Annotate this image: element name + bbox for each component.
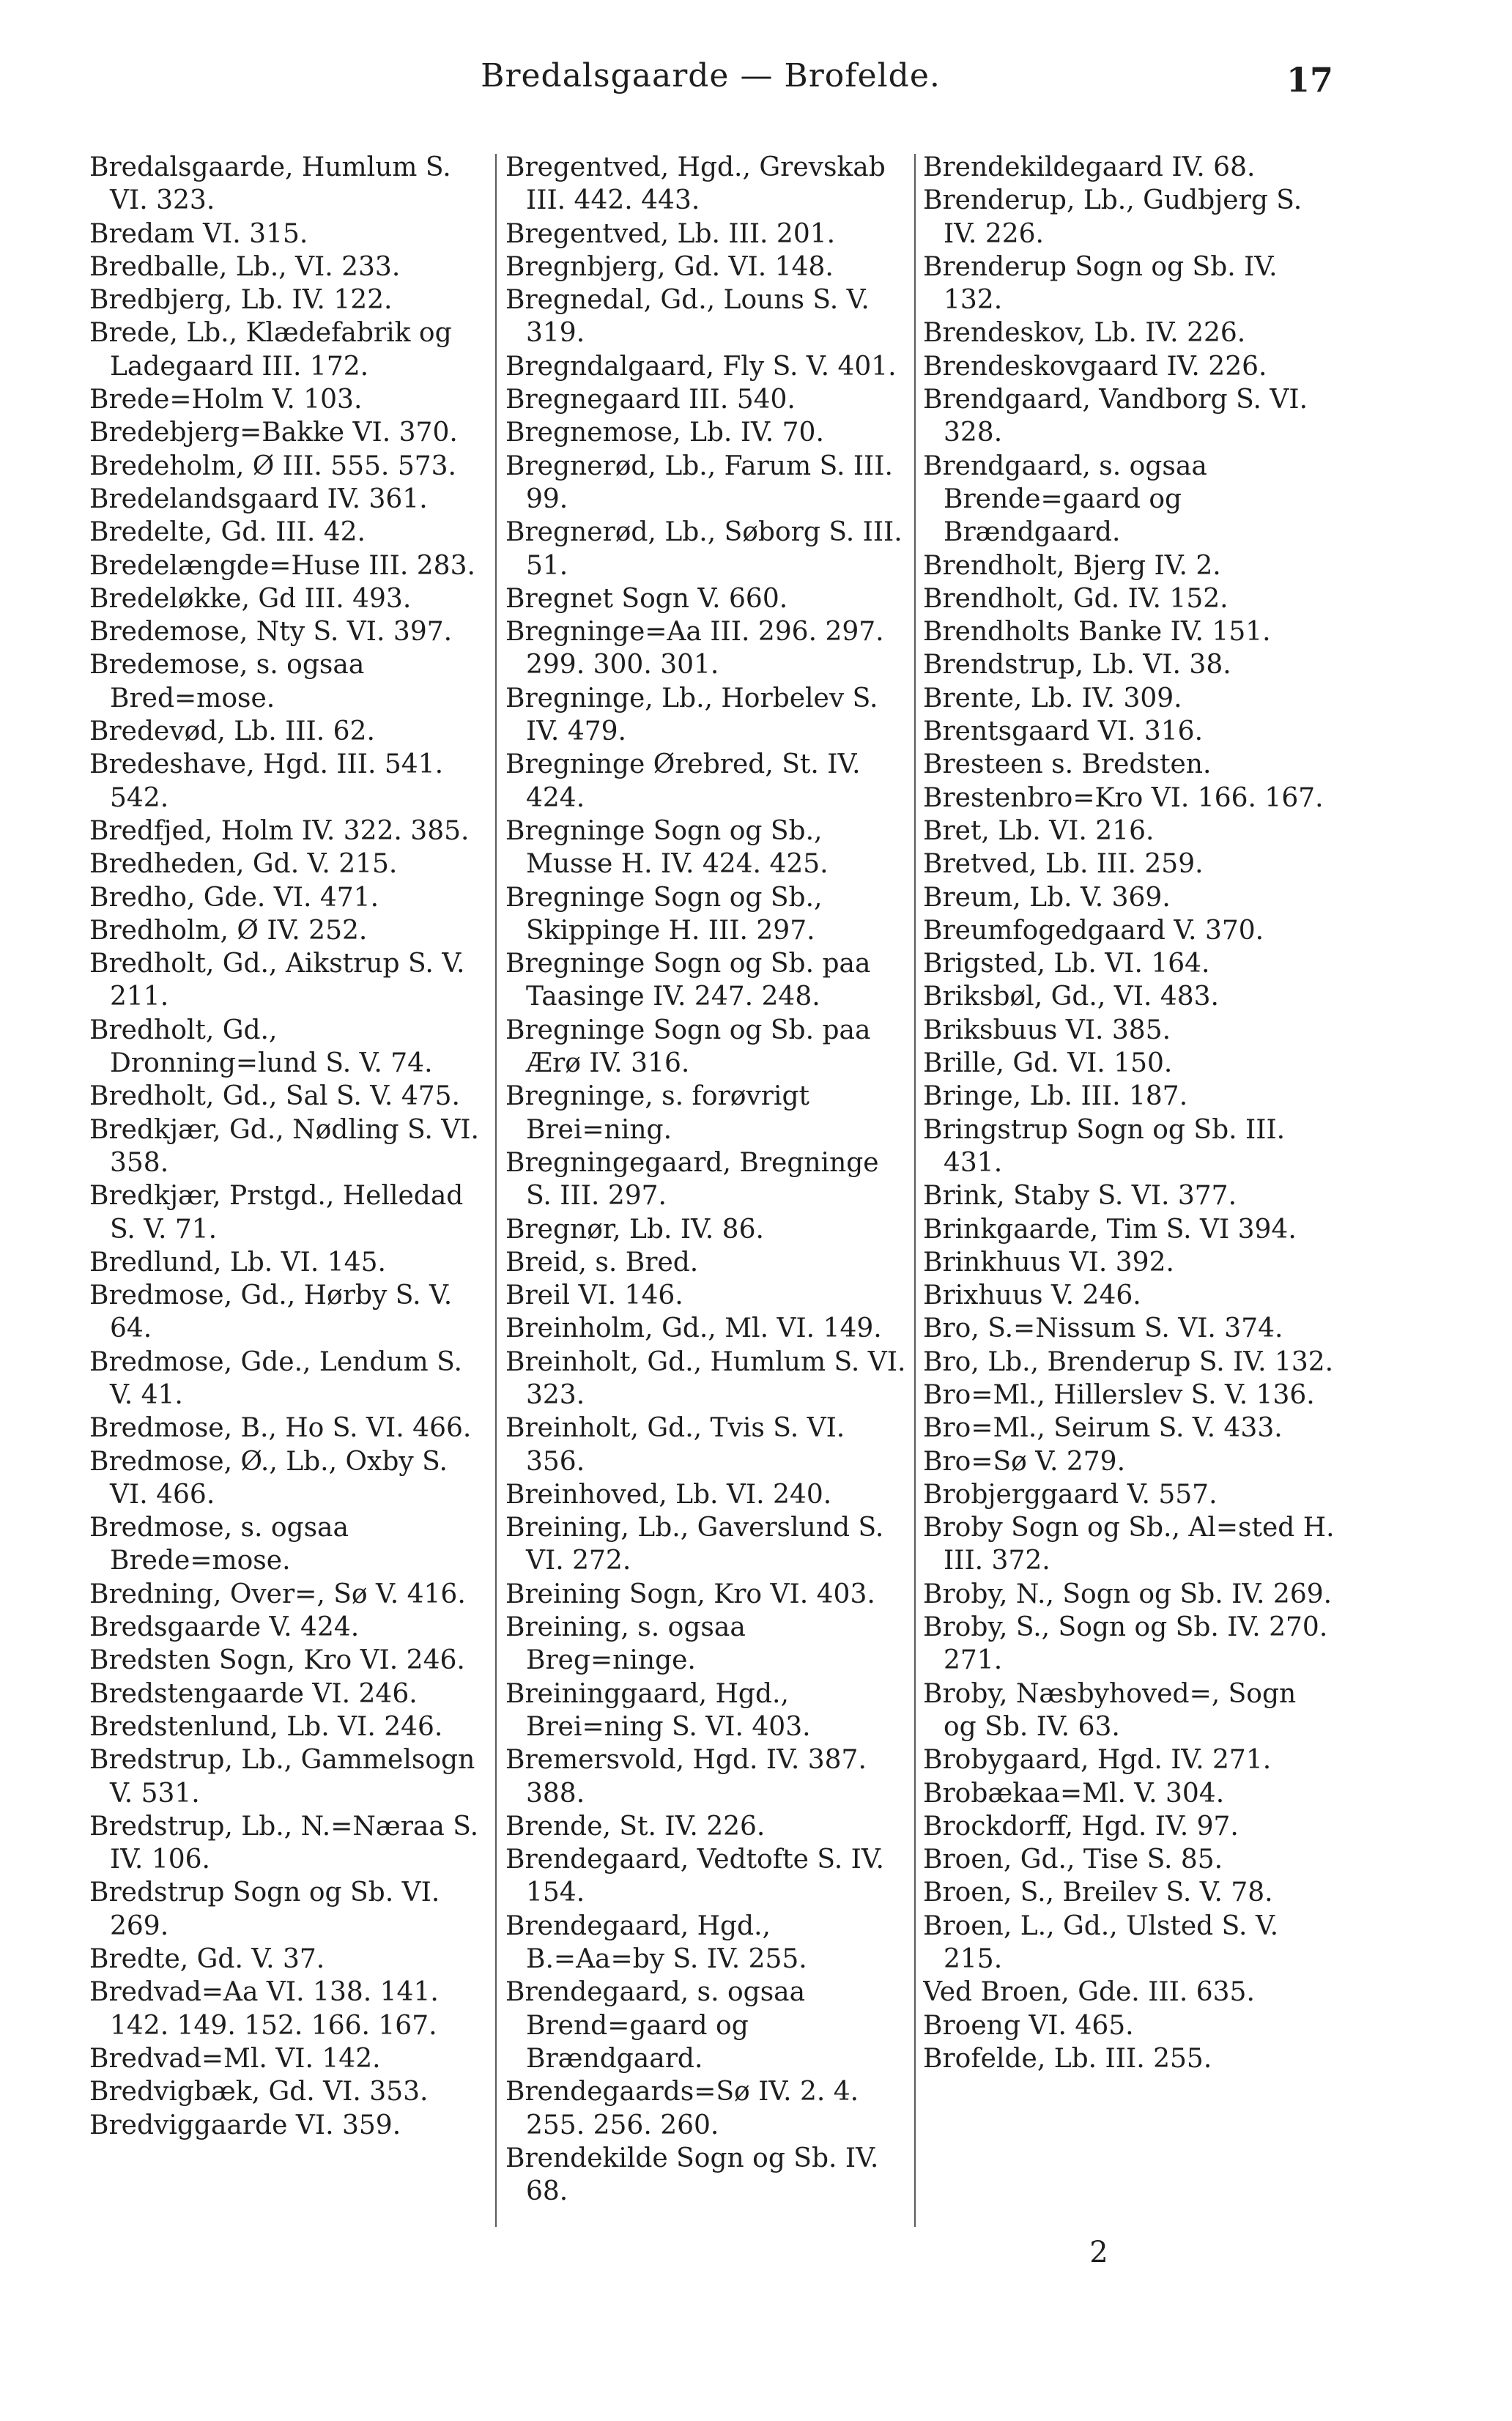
index-entry: Brendekilde Sogn og Sb. IV. 68. [505,2143,879,2207]
index-entry: Bredelte, Gd. III. 42. [89,517,366,548]
index-entry: Bregninge Sogn og Sb. paa Taasinge IV. 247. 248. [505,949,871,1012]
index-entry: Breum, Lb. V. 369. [923,882,1171,913]
index-entry: Bregnemose, Lb. IV. 70. [505,418,824,448]
index-entry: Bredho, Gde. VI. 471. [89,882,379,913]
index-entry: Brendholt, Gd. IV. 152. [923,583,1228,614]
index-entry: Bregningegaard, Bregninge S. III. 297. [505,1147,879,1212]
index-entry: Brigsted, Lb. VI. 164. [923,949,1210,979]
index-entry: Brendeskov, Lb. IV. 226. [923,318,1246,349]
index-entry: Bredsten Sogn, Kro VI. 246. [89,1645,465,1676]
index-entry: Brendgaard, Vandborg S. VI. 328. [923,385,1308,448]
index-entry: Bringe, Lb. III. 187. [923,1081,1188,1112]
index-entry: Brendgaard, s. ogsaa Brende=gaard og Brændgaard. [923,451,1207,548]
index-entry: Bredam VI. 315. [89,218,308,249]
index-entry: Bregninge Ørebred, St. IV. 424. [505,749,861,813]
index-entry: Broen, L., Gd., Ulsted S. V. 215. [923,1910,1279,1975]
index-entry: Brentsgaard VI. 316. [923,716,1204,747]
index-entry: Bro=Ml., Seirum S. V. 433. [923,1413,1283,1444]
index-entry: Breinholm, Gd., Ml. VI. 149. [505,1313,882,1344]
index-entry: Bredlund, Lb. VI. 145. [89,1247,386,1278]
index-entry: Brendegaard, Vedtofte S. IV. 154. [505,1845,884,1908]
index-entry: Bredmose, Gd., Hørby S. V. 64. [89,1280,453,1344]
index-entry: Bredebjerg=Bakke VI. 370. [89,418,458,448]
index-entry: Bringstrup Sogn og Sb. III. 431. [923,1114,1286,1178]
index-entry: Breinhoved, Lb. VI. 240. [505,1479,832,1510]
index-entry: Bredkjær, Gd., Nødling S. VI. 358. [89,1114,479,1178]
index-entry: Bredemose, s. ogsaa Bred=mose. [89,650,365,713]
index-entry: Brenderup Sogn og Sb. IV. 132. [923,251,1278,316]
index-entry: Bro=Ml., Hillerslev S. V. 136. [923,1379,1315,1410]
index-entry: Bredeshave, Hgd. III. 541. 542. [89,749,444,813]
signature-mark: 2 [1089,2236,1108,2269]
index-entry: Bredstenlund, Lb. VI. 246. [89,1711,443,1742]
index-entry: Bregnet Sogn V. 660. [505,583,788,614]
index-entry: Bredelandsgaard IV. 361. [89,483,428,514]
index-entry: Bregninge, Lb., Horbelev S. IV. 479. [505,683,878,747]
index-entry: Brendholts Banke IV. 151. [923,617,1271,648]
index-entry: Ved Broen, Gde. III. 635. [923,1977,1255,2008]
index-entry: Bregnedal, Gd., Louns S. V. 319. [505,285,870,349]
running-head: Bredalsgaarde — Brofelde. [481,57,941,94]
column-divider [495,154,497,2227]
index-entry: Brendegaards=Sø IV. 2. 4. 255. 256. 260. [505,2077,859,2140]
index-entry: Briksbuus VI. 385. [923,1015,1171,1045]
index-entry: Bro=Sø V. 279. [923,1446,1126,1477]
index-entry: Bregninge Sogn og Sb. paa Ærø IV. 316. [505,1015,871,1079]
index-entry: Brendholt, Bjerg IV. 2. [923,550,1221,581]
index-entry: Breil VI. 146. [505,1280,683,1311]
index-entry: Bredholm, Ø IV. 252. [89,915,368,946]
index-entry: Bredstrup Sogn og Sb. VI. 269. [89,1877,440,1941]
index-entry: Brobygaard, Hgd. IV. 271. [923,1745,1272,1776]
index-entry: Bredeholm, Ø III. 555. 573. [89,451,456,481]
index-entry: Brede, Lb., Klædefabrik og Ladegaard III. 172. [89,318,452,382]
index-entry: Brenderup, Lb., Gudbjerg S. IV. 226. [923,185,1302,249]
index-entry: Bredmose, Gde., Lendum S. V. 41. [89,1346,462,1410]
index-entry: Bredelængde=Huse III. 283. [89,550,475,581]
index-entry: Bret, Lb. VI. 216. [923,815,1155,846]
index-entry: Breining, Lb., Gaverslund S. VI. 272. [505,1513,884,1576]
index-entry: Bredheden, Gd. V. 215. [89,849,398,880]
index-entry: Bresteen s. Bredsten. [923,749,1212,780]
index-entry: Bredholt, Gd., Aikstrup S. V. 211. [89,949,465,1012]
index-entry: Bredmose, Ø., Lb., Oxby S. VI. 466. [89,1446,448,1510]
index-column-2 [505,151,910,2261]
index-entry: Bro, Lb., Brenderup S. IV. 132. [923,1346,1334,1377]
index-entry: Brobækaa=Ml. V. 304. [923,1778,1225,1809]
index-entry: Broby Sogn og Sb., Al=sted H. III. 372. [923,1513,1335,1576]
index-entry: Bredstrup, Lb., N.=Næraa S. IV. 106. [89,1811,479,1875]
index-entry: Broeng VI. 465. [923,2010,1134,2041]
index-entry: Brockdorff, Hgd. IV. 97. [923,1811,1239,1842]
index-entry: Bretved, Lb. III. 259. [923,849,1204,880]
index-entry: Broby, N., Sogn og Sb. IV. 269. [923,1579,1333,1609]
index-column-3 [923,151,1337,2261]
index-entry: Bredballe, Lb., VI. 233. [89,251,401,282]
index-entry: Bredfjed, Holm IV. 322. 385. [89,815,470,846]
index-entry: Brestenbro=Kro VI. 166. 167. [923,782,1324,813]
index-entry: Bredviggaarde VI. 359. [89,2110,401,2140]
index-entry: Bregentved, Lb. III. 201. [505,218,836,249]
index-entry: Bregndalgaard, Fly S. V. 401. [505,351,897,382]
index-entry: Brink, Staby S. VI. 377. [923,1181,1237,1212]
index-entry: Bredalsgaarde, Humlum S. VI. 323. [89,152,451,216]
index-entry: Bredvigbæk, Gd. VI. 353. [89,2077,429,2107]
index-entry: Brendeskovgaard IV. 226. [923,351,1267,382]
column-divider [914,154,916,2227]
index-entry: Breumfogedgaard V. 370. [923,915,1264,946]
index-entry: Broen, S., Breilev S. V. 78. [923,1877,1273,1908]
index-entry: Bregnerød, Lb., Farum S. III. 99. [505,451,893,514]
index-entry: Bregninge, s. forøvrigt Brei=ning. [505,1081,809,1145]
index-entry: Brente, Lb. IV. 309. [923,683,1182,713]
index-entry: Bredevød, Lb. III. 62. [89,716,375,747]
index-entry: Brede=Holm V. 103. [89,385,363,415]
index-entry: Bregnbjerg, Gd. VI. 148. [505,251,834,282]
index-entry: Bregninge Sogn og Sb., Skippinge H. III. 297. [505,882,823,946]
index-column-1 [89,151,489,2261]
index-entry: Brendekildegaard IV. 68. [923,152,1256,182]
index-entry: Bredvad=Ml. VI. 142. [89,2043,381,2074]
index-entry: Broby, Næsbyhoved=, Sogn og Sb. IV. 63. [923,1678,1297,1742]
index-entry: Bro, S.=Nissum S. VI. 374. [923,1313,1283,1344]
index-entry: Bredmose, s. ogsaa Brede=mose. [89,1513,349,1576]
page-header [88,57,1333,108]
index-entry: Brofelde, Lb. III. 255. [923,2043,1212,2074]
index-entry: Bremersvold, Hgd. IV. 387. 388. [505,1745,867,1809]
index-entry: Bredte, Gd. V. 37. [89,1944,325,1975]
index-entry: Bredemose, Nty S. VI. 397. [89,617,453,648]
index-entry: Bredbjerg, Lb. IV. 122. [89,285,393,316]
index-entry: Breining, s. ogsaa Breg=ninge. [505,1612,746,1676]
index-entry: Bregnegaard III. 540. [505,385,796,415]
index-entry: Bredkjær, Prstgd., Helledad S. V. 71. [89,1181,464,1245]
index-entry: Bredstrup, Lb., Gammelsogn V. 531. [89,1745,475,1809]
index-entry: Bredholt, Gd., Sal S. V. 475. [89,1081,460,1112]
index-entry: Bregnør, Lb. IV. 86. [505,1214,764,1245]
index-entry: Bredholt, Gd., Dronning=lund S. V. 74. [89,1015,433,1079]
index-entry: Breid, s. Bred. [505,1247,699,1278]
index-entry: Broen, Gd., Tise S. 85. [923,1845,1223,1875]
index-entry: Bregninge=Aa III. 296. 297. 299. 300. 301. [505,617,884,681]
index-entry: Brixhuus V. 246. [923,1280,1141,1311]
index-entry: Brende, St. IV. 226. [505,1811,766,1842]
index-entry: Bregninge Sogn og Sb., Musse H. IV. 424. 425. [505,815,829,880]
index-entry: Bredning, Over=, Sø V. 416. [89,1579,466,1609]
index-entry: Breining Sogn, Kro VI. 403. [505,1579,875,1609]
index-entry: Brobjerggaard V. 557. [923,1479,1218,1510]
index-entry: Bredsgaarde V. 424. [89,1612,360,1643]
index-entry: Brendstrup, Lb. VI. 38. [923,650,1231,681]
index-entry: Broby, S., Sogn og Sb. IV. 270. 271. [923,1612,1328,1676]
index-entry: Bredmose, B., Ho S. VI. 466. [89,1413,472,1444]
index-entry: Bredvad=Aa VI. 138. 141. 142. 149. 152. 166. 167. [89,1977,439,2041]
index-entry: Brinkgaarde, Tim S. VI 394. [923,1214,1297,1245]
index-entry: Briksbøl, Gd., VI. 483. [923,982,1219,1012]
index-entry: Breininggaard, Hgd., Brei=ning S. VI. 403. [505,1678,811,1742]
index-entry: Breinholt, Gd., Humlum S. VI. 323. [505,1346,906,1410]
index-entry: Bredeløkke, Gd III. 493. [89,583,412,614]
index-entry: Bredstengaarde VI. 246. [89,1678,418,1709]
index-entry: Brinkhuus VI. 392. [923,1247,1174,1278]
index-entry: Brille, Gd. VI. 150. [923,1048,1173,1079]
index-entry: Bregentved, Hgd., Grevskab III. 442. 443. [505,152,886,216]
index-entry: Breinholt, Gd., Tvis S. VI. 356. [505,1413,845,1477]
index-entry: Brendegaard, s. ogsaa Brend=gaard og Brændgaard. [505,1977,806,2074]
page-number: 17 [1286,60,1333,100]
index-entry: Bregnerød, Lb., Søborg S. III. 51. [505,517,903,581]
index-entry: Brendegaard, Hgd., B.=Aa=by S. IV. 255. [505,1910,807,1975]
